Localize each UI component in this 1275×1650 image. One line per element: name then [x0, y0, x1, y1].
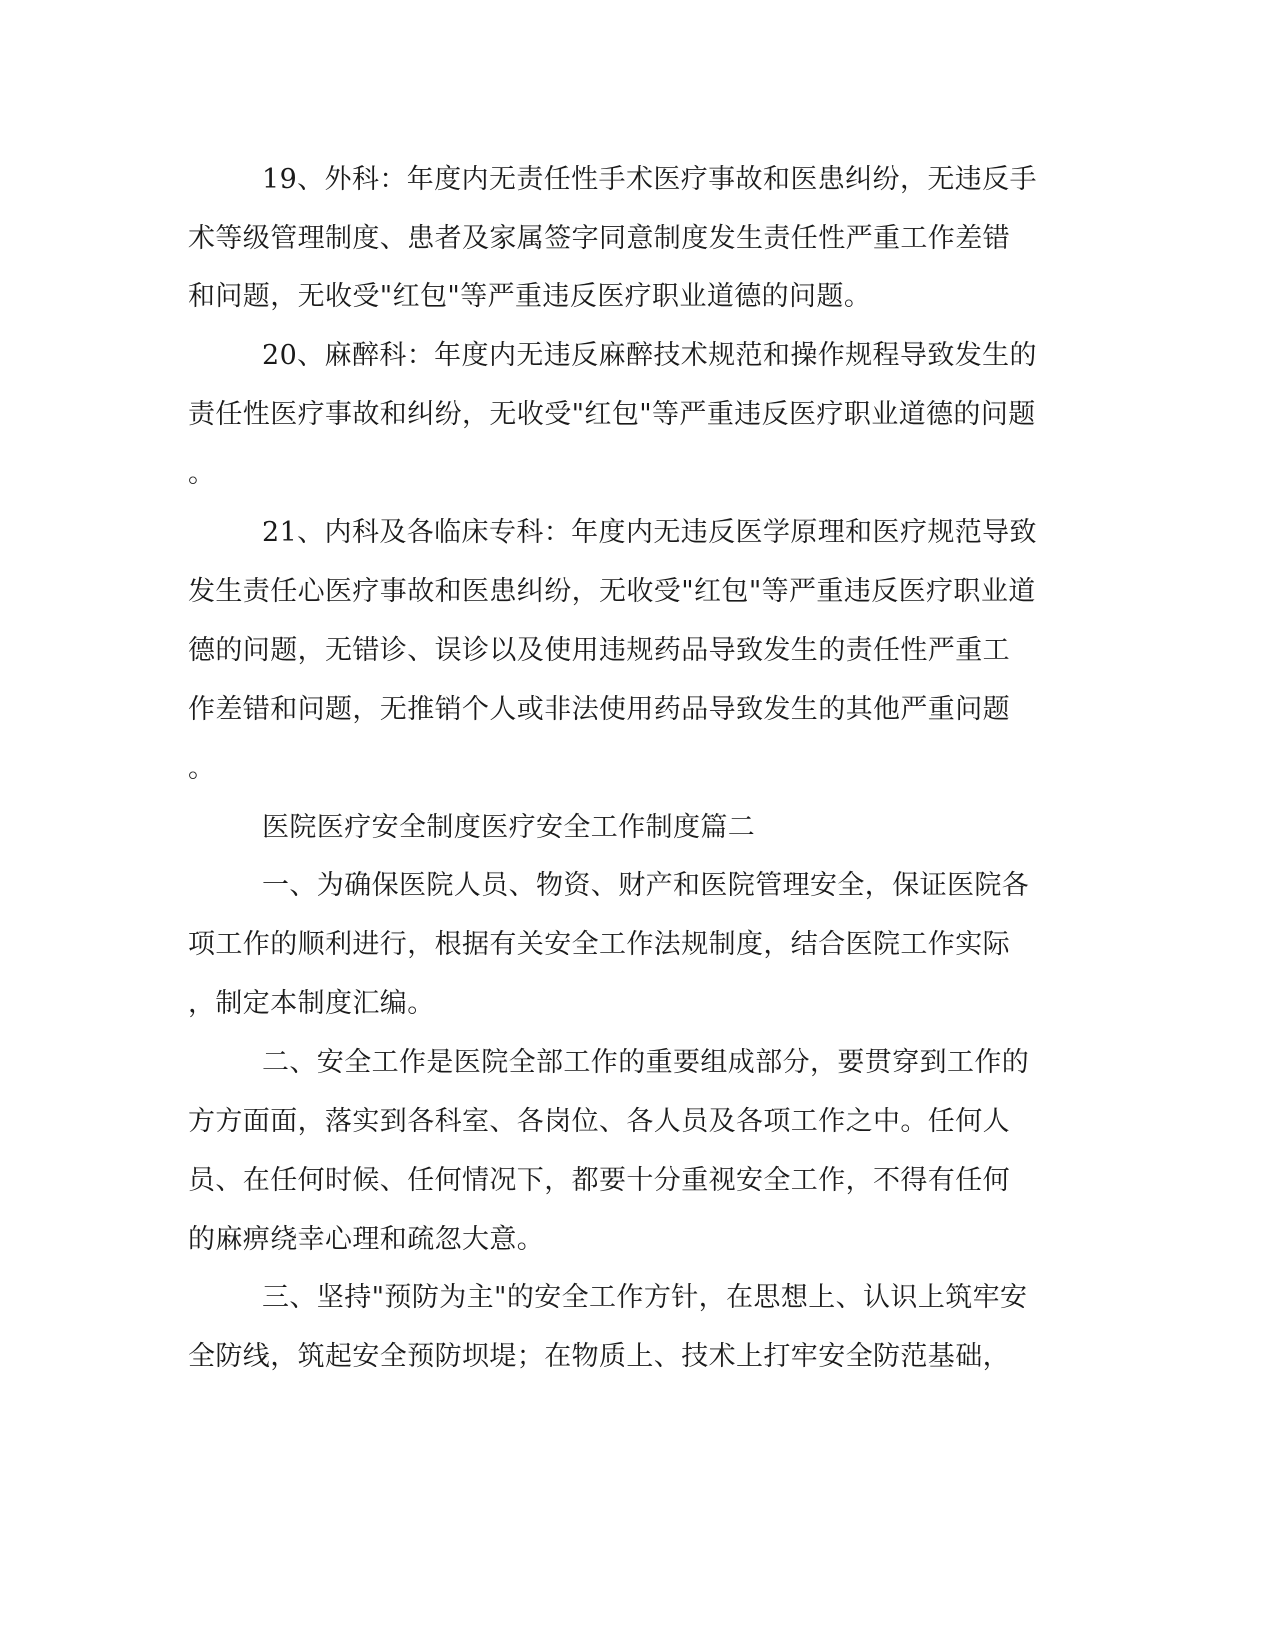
text-line: 全防线，筑起安全预防坝堤；在物质上、技术上打牢安全防范基础， — [188, 1341, 1010, 1372]
text-line: 。 — [188, 753, 216, 784]
text-line: 德的问题，无错诊、误诊以及使用违规药品导致发生的责任性严重工 — [188, 635, 1010, 666]
text-line: 和问题，无收受"红包"等严重违反医疗职业道德的问题。 — [188, 281, 872, 312]
text-line: 术等级管理制度、患者及家属签字同意制度发生责任性严重工作差错 — [188, 223, 1010, 254]
text-line: 员、在任何时候、任何情况下，都要十分重视安全工作，不得有任何 — [188, 1165, 1010, 1196]
text-line: 二、安全工作是医院全部工作的重要组成部分，要贯穿到工作的 — [262, 1047, 1030, 1078]
text-line: 项工作的顺利进行，根据有关安全工作法规制度，结合医院工作实际 — [188, 929, 1010, 960]
text-line: 一、为确保医院人员、物资、财产和医院管理安全，保证医院各 — [262, 870, 1030, 901]
text-line: 。 — [188, 458, 216, 489]
text-line: 的麻痹绕幸心理和疏忽大意。 — [188, 1224, 545, 1255]
text-line: 作差错和问题，无推销个人或非法使用药品导致发生的其他严重问题 — [188, 694, 1010, 725]
text-line: 发生责任心医疗事故和医患纠纷，无收受"红包"等严重违反医疗职业道 — [188, 576, 1036, 607]
text-line: ，制定本制度汇编。 — [188, 988, 435, 1019]
text-line: 21、内科及各临床专科：年度内无违反医学原理和医疗规范导致 — [262, 517, 1037, 548]
text-line: 19、外科：年度内无责任性手术医疗事故和医患纠纷，无违反手 — [262, 164, 1037, 195]
text-line: 20、麻醉科：年度内无违反麻醉技术规范和操作规程导致发生的 — [262, 340, 1037, 371]
section-heading: 医院医疗安全制度医疗安全工作制度篇二 — [262, 812, 756, 843]
text-line: 责任性医疗事故和纠纷，无收受"红包"等严重违反医疗职业道德的问题 — [188, 399, 1036, 430]
text-line: 三、坚持"预防为主"的安全工作方针，在思想上、认识上筑牢安 — [262, 1282, 1028, 1313]
text-line: 方方面面，落实到各科室、各岗位、各人员及各项工作之中。任何人 — [188, 1106, 1010, 1137]
